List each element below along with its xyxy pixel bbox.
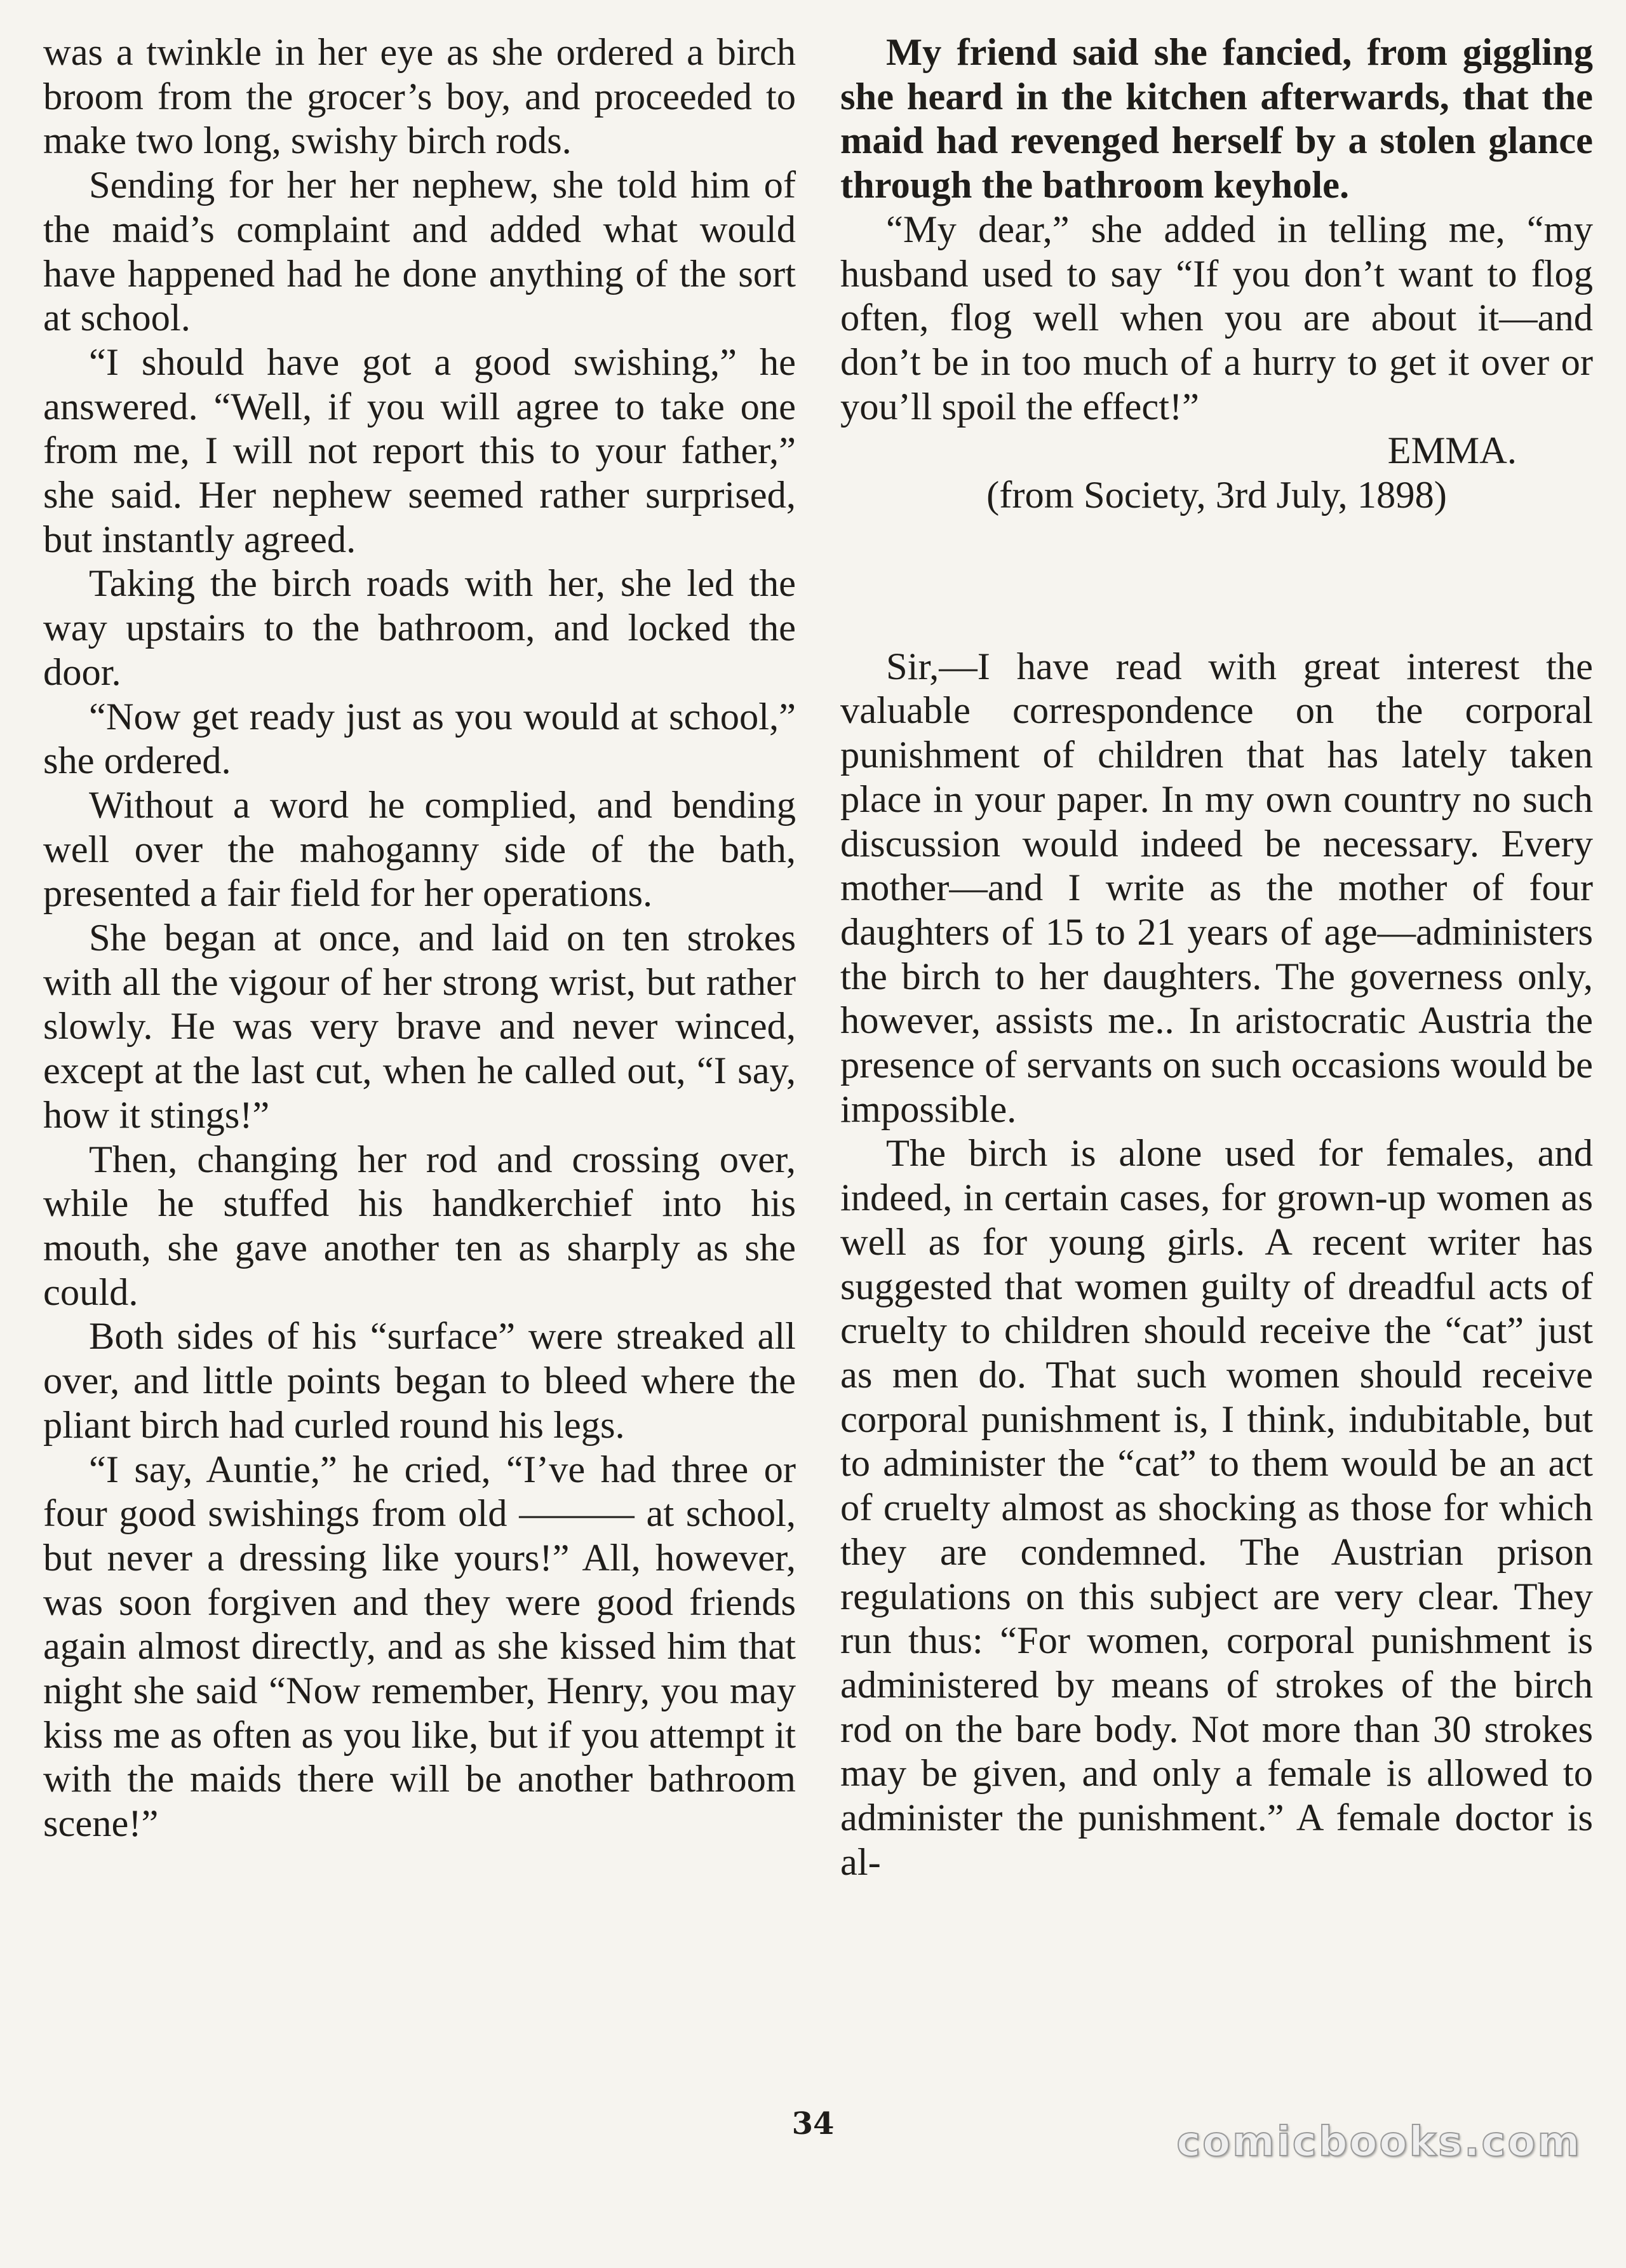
paragraph: was a twinkle in her eye as she ordered a birch broom from the grocer’s boy, and proceeded to make two long, swishy birch rods. xyxy=(43,31,796,163)
watermark-logo: comicbooks.com xyxy=(1176,2119,1582,2166)
paragraph: Taking the birch roads with her, she led the way upstairs to the bathroom, and locked the door. xyxy=(43,562,796,694)
paragraph: She began at once, and laid on ten strokes with all the vigour of her strong wrist, but rather slowly. He was very brave and never winced, except at the last cut, when he called out, “I say, how it stings!” xyxy=(43,917,796,1137)
letter-source: (from Society, 3rd July, 1898) xyxy=(986,474,1447,517)
paragraph: “I should have got a good swishing,” he answered. “Well, if you will agree to take one from me, I will not report this to your father,” she said. Her nephew seemed rather surprised, but instantly agreed. xyxy=(43,341,796,561)
paragraph: Sending for her her nephew, she told him of the maid’s complaint and added what would have happened had he done anything of the sort at school. xyxy=(43,164,796,340)
paragraph: My friend said she fancied, from giggling she heard in the kitchen afterwards, that the maid had revenged herself by a stolen glance through the bathroom keyhole. xyxy=(840,31,1593,207)
paragraph: “My dear,” she added in telling me, “my husband used to say “If you don’t want to flog often, flog well when you are about it—and don’t be in too much of a hurry to get it over or you’ll spoil the effect!” xyxy=(840,208,1593,428)
right-column xyxy=(840,30,1593,1884)
paragraph: “Now get ready just as you would at school,” she ordered. xyxy=(43,695,796,783)
page-number: 34 xyxy=(791,2106,835,2142)
left-column xyxy=(43,30,796,1846)
paragraph: “I say, Auntie,” he cried, “I’ve had three or four good swishings from old ——— at school, but never a dressing like yours!” All, however, was soon forgiven and they were good friends again almost directly, and as she kissed him that night she said “Now remember, Henry, you may kiss me as often as you like, but if you attempt it with the maids there will be another bathroom scene!” xyxy=(43,1448,796,1846)
letter-signature: EMMA. xyxy=(1387,429,1517,473)
paragraph: Both sides of his “surface” were streaked all over, and little points began to bleed where the pliant birch had curled round his legs. xyxy=(43,1315,796,1447)
paragraph: Without a word he complied, and bending well over the mahoganny side of the bath, presented a fair field for her operations. xyxy=(43,783,796,915)
paragraph: The birch is alone used for females, and indeed, in certain cases, for grown-up women as well as for young girls. A recent writer has suggested that women guilty of dreadful acts of cruelty to children should receive the “cat” just as men do. That such women should receive corporal punishment is, I think, indubitable, but to administer the “cat” to them would be an act of cruelty almost as shocking as those for which they are condemned. The Austrian prison regulations on this subject are very clear. They run thus: “For women, corporal punishment is administered by means of strokes of the birch rod on the bare body. Not more than 30 strokes may be given, and only a female is allowed to administer the punishment.” A female doctor is al- xyxy=(840,1132,1593,1884)
paragraph: Then, changing her rod and crossing over, while he stuffed his handkerchief into his mouth, she gave another ten as sharply as she could. xyxy=(43,1138,796,1314)
paragraph: Sir,—I have read with great interest the valuable correspondence on the corporal punishment of children that has lately taken place in your paper. In my own country no such discussion would indeed be necessary. Every mother—and I write as the mother of four daughters of 15 to 21 years of age—administers the birch to her daughters. The governess only, however, assists me.. In aristocratic Austria the presence of servants on such occasions would be impossible. xyxy=(840,645,1593,1131)
